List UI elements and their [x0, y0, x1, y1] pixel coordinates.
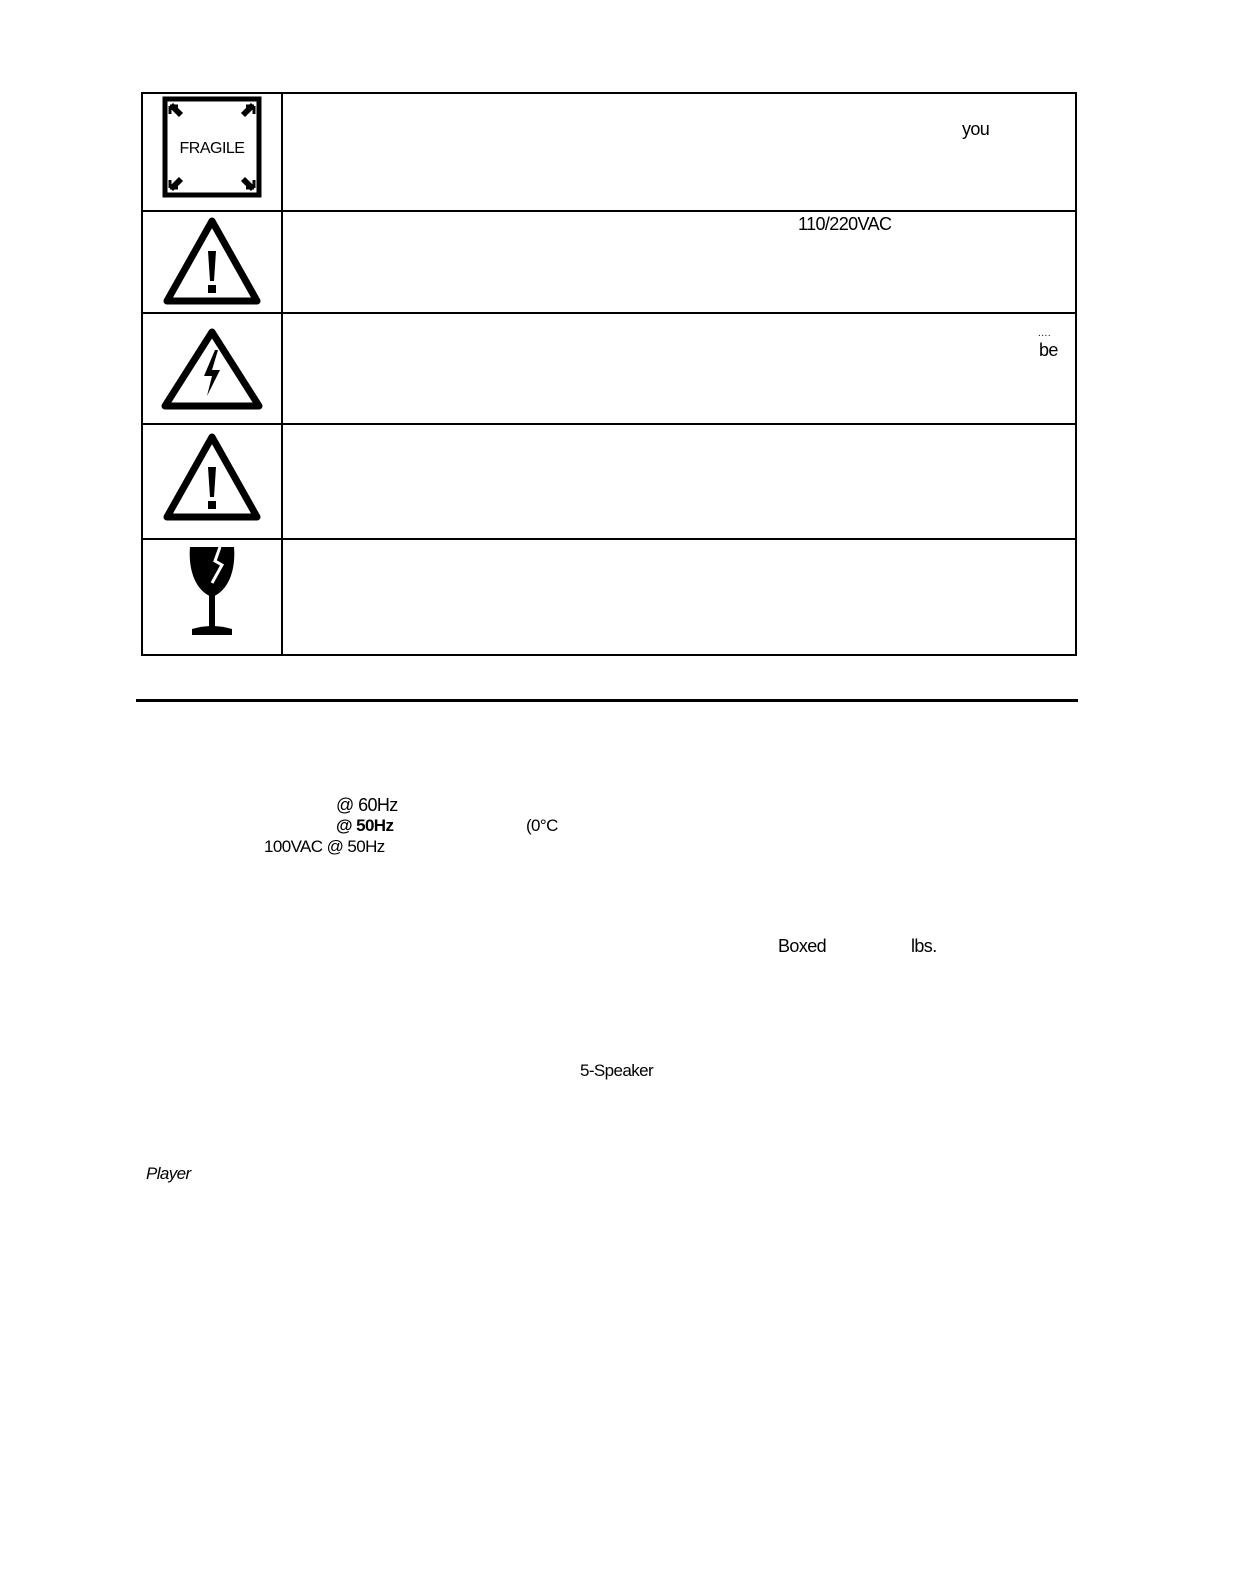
symbol-row-broken-glass: [142, 539, 1076, 655]
text-fragment: be: [1039, 340, 1058, 360]
symbol-row-caution: [142, 211, 1076, 313]
weight-unit: lbs.: [911, 936, 937, 956]
symbol-icon-cell: [142, 539, 282, 655]
symbol-text-cell: [282, 211, 1076, 313]
player-fragment: Player: [146, 1164, 191, 1183]
symbol-row-caution: [142, 424, 1076, 539]
power-line-1: @ 60Hz: [336, 795, 398, 815]
safety-symbol-table: [141, 92, 1077, 656]
symbol-icon-cell: [142, 211, 282, 313]
audio-speaker-fragment: 5-Speaker: [580, 1061, 654, 1080]
symbol-row-high-voltage: [142, 313, 1076, 424]
broken-glass-icon: [182, 543, 242, 639]
symbol-icon-cell: [142, 313, 282, 424]
caution-triangle-icon: [162, 431, 262, 523]
text-fragment: you: [962, 119, 990, 139]
symbol-text-cell: [282, 93, 1076, 211]
fragile-icon-label: FRAGILE: [179, 140, 245, 157]
temperature-fragment: (0°C: [526, 816, 558, 835]
symbol-text-cell: [282, 313, 1076, 424]
fragile-box-icon: [162, 96, 262, 198]
symbol-text-cell: [282, 539, 1076, 655]
symbol-row-fragile: [142, 93, 1076, 211]
section-divider: [136, 699, 1078, 702]
caution-triangle-icon: [162, 215, 262, 307]
symbol-icon-cell: [142, 424, 282, 539]
power-line-2: @ 50Hz: [336, 816, 394, 835]
underline-dots: ....: [1038, 328, 1052, 339]
symbol-text-cell: [282, 424, 1076, 539]
text-fragment: 110/220VAC: [798, 214, 892, 234]
power-line-3: 100VAC @ 50Hz: [264, 837, 385, 856]
symbol-icon-cell: [142, 93, 282, 211]
high-voltage-triangle-icon: [160, 328, 264, 412]
weight-boxed-label: Boxed: [778, 936, 827, 956]
